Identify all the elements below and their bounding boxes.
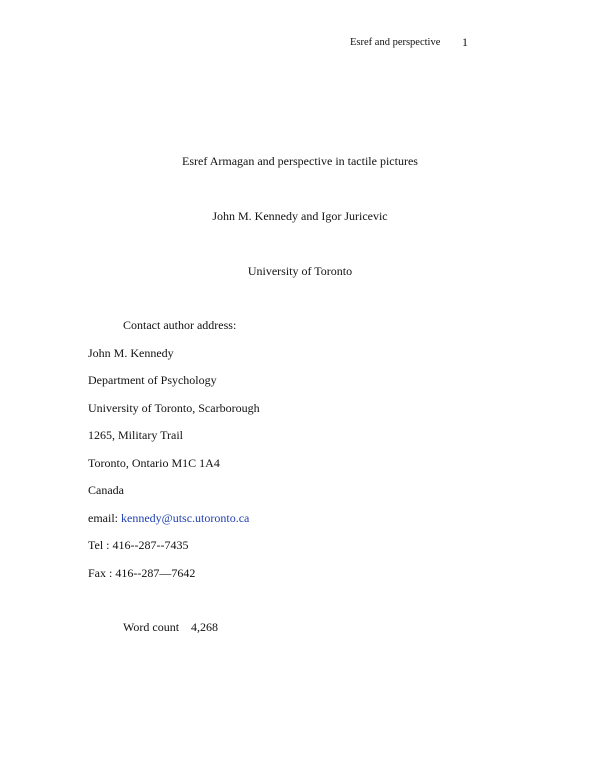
author-list: John M. Kennedy and Igor Juricevic (212, 209, 388, 223)
word-count-line (123, 620, 218, 635)
word-count-label: Word count (123, 620, 180, 634)
contact-name: John M. Kennedy (88, 346, 174, 360)
page-number: 1 (462, 35, 468, 49)
contact-tel: Tel : 416--287--7435 (88, 538, 189, 552)
email-label: email: (88, 511, 121, 525)
contact-city: Toronto, Ontario M1C 1A4 (88, 456, 220, 470)
contact-heading: Contact author address: (123, 318, 237, 332)
paper-title: Esref Armagan and perspective in tactile pictures (182, 154, 418, 168)
contact-department: Department of Psychology (88, 373, 217, 387)
running-head: Esref and perspective (350, 37, 441, 48)
contact-country: Canada (88, 483, 124, 497)
email-link[interactable]: kennedy@utsc.utoronto.ca (121, 511, 250, 525)
word-count-value: 4,268 (191, 620, 219, 634)
contact-institution: University of Toronto, Scarborough (88, 401, 260, 415)
contact-fax: Fax : 416--287—7642 (88, 566, 196, 580)
contact-street: 1265, Military Trail (88, 428, 184, 442)
affiliation: University of Toronto (247, 264, 353, 278)
contact-email-line (88, 511, 249, 526)
